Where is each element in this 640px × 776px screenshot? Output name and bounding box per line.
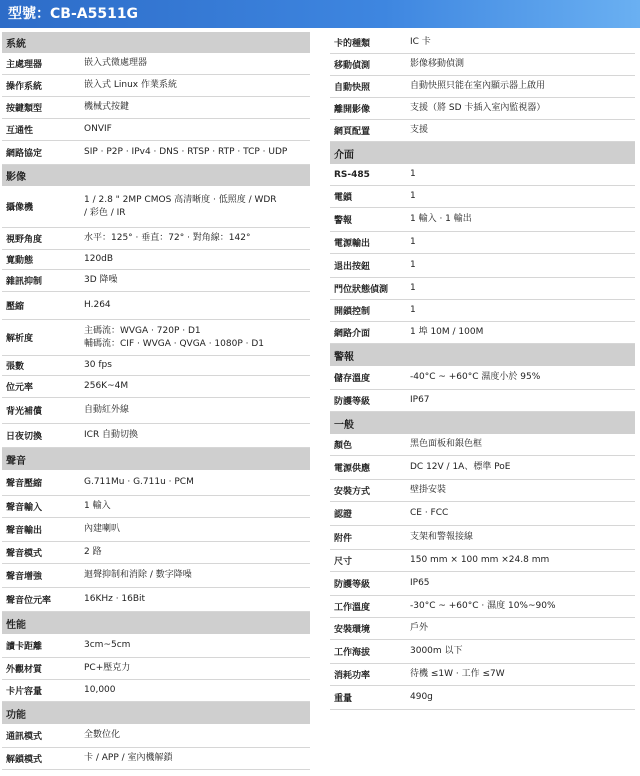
spec-value: 1 [410, 237, 416, 247]
spec-value: H.264 [84, 300, 111, 310]
spec-value: 卡 / APP / 室內機解鎖 [84, 753, 173, 763]
spec-row [2, 186, 310, 228]
spec-value: 3D 降噪 [84, 275, 118, 285]
spec-value: 嵌入式微處理器 [84, 58, 148, 68]
spec-row [2, 470, 310, 496]
spec-value: 戶外 [410, 623, 429, 633]
section-header: 系統 [2, 32, 310, 53]
spec-row [330, 54, 635, 76]
section-header: 警報 [330, 344, 635, 366]
spec-row [330, 278, 635, 300]
spec-label: 解析度 [6, 334, 34, 344]
spec-value: 150 mm × 100 mm ×24.8 mm [410, 555, 550, 565]
spec-value: 1 / 2.8 " 2MP CMOS 高清晰度 · 低照度 / WDR / 彩色 / IR [84, 194, 277, 218]
spec-label: 位元率 [6, 383, 34, 393]
spec-label: 安裝方式 [334, 487, 371, 497]
spec-row [330, 76, 635, 98]
spec-row [330, 434, 635, 456]
spec-value: -30°C ~ +60°C · 濕度 10%~90% [410, 601, 556, 611]
spec-value: ONVIF [84, 124, 112, 134]
section-header: 功能 [2, 702, 310, 724]
spec-value: DC 12V / 1A、標準 PoE [410, 462, 511, 472]
spec-label: 聲音輸出 [6, 526, 43, 536]
spec-row [330, 480, 635, 502]
spec-label: 防護等級 [334, 580, 371, 590]
spec-label: 網頁配置 [334, 127, 371, 137]
spec-label: 認證 [334, 510, 353, 520]
spec-row [2, 250, 310, 270]
spec-value: 水平：125° · 垂直：72° · 對角線：142° [84, 233, 251, 243]
spec-value: 支援（將 SD 卡插入室內監視器） [410, 103, 546, 113]
spec-label: 工作溫度 [334, 603, 371, 613]
spec-value: CE · FCC [410, 508, 449, 518]
spec-row [2, 119, 310, 141]
spec-label: 移動偵測 [334, 61, 371, 71]
spec-value: 1 輸入 · 1 輸出 [410, 214, 472, 224]
spec-row [330, 120, 635, 142]
spec-row [330, 232, 635, 254]
spec-label: 網路協定 [6, 149, 43, 159]
spec-label: 附件 [334, 534, 353, 544]
spec-value: 256K~4M [84, 381, 129, 391]
spec-row [2, 424, 310, 448]
spec-label: 門位狀態偵測 [334, 285, 389, 295]
spec-value: 嵌入式 Linux 作業系統 [84, 80, 177, 90]
spec-row [2, 564, 310, 588]
spec-label: 消耗功率 [334, 671, 371, 681]
spec-row [2, 398, 310, 424]
spec-value: 支援 [410, 125, 429, 135]
spec-row [2, 376, 310, 398]
spec-label: 解鎖模式 [6, 755, 43, 765]
spec-label: 卡的種類 [334, 39, 371, 49]
spec-row [2, 356, 310, 376]
spec-value: 30 fps [84, 360, 112, 370]
spec-value: 3cm~5cm [84, 640, 131, 650]
spec-row [330, 640, 635, 664]
spec-value: 1 [410, 283, 416, 293]
spec-value: 1 [410, 169, 416, 179]
spec-value: 影像移動偵測 [410, 59, 465, 69]
spec-value: IP65 [410, 578, 430, 588]
spec-label: 電源輸出 [334, 239, 371, 249]
section-header: 一般 [330, 412, 635, 434]
spec-value: 490g [410, 692, 433, 702]
spec-row [2, 53, 310, 75]
spec-label: 按鍵類型 [6, 104, 43, 114]
spec-row [2, 496, 310, 518]
spec-value: G.711Mu · G.711u · PCM [84, 477, 194, 487]
spec-label: 互通性 [6, 126, 34, 136]
spec-label: 離開影像 [334, 105, 371, 115]
spec-row [2, 228, 310, 250]
spec-value: 壁掛安裝 [410, 485, 447, 495]
spec-value: 1 輸入 [84, 501, 111, 511]
spec-label: 操作系統 [6, 82, 43, 92]
spec-label: RS-485 [334, 169, 370, 180]
spec-value: 1 埠 10M / 100M [410, 327, 484, 337]
spec-value: 1 [410, 260, 416, 270]
spec-row [330, 618, 635, 640]
spec-value: 黑色面板和銀色框 [410, 439, 483, 449]
spec-value: 機械式按鍵 [84, 102, 130, 112]
spec-label: 雜訊抑制 [6, 277, 43, 287]
spec-label: 重量 [334, 694, 353, 704]
spec-label: 寬動態 [6, 256, 34, 266]
spec-value: 10,000 [84, 685, 116, 695]
spec-label: 尺寸 [334, 557, 353, 567]
spec-row [2, 634, 310, 658]
spec-row [330, 98, 635, 120]
spec-row [2, 724, 310, 748]
spec-value: 1 [410, 305, 416, 315]
model-title: 型號：CB-A5511G [0, 0, 640, 28]
spec-row [2, 75, 310, 97]
spec-row [2, 518, 310, 542]
spec-value: SIP · P2P · IPv4 · DNS · RTSP · RTP · TCP · UDP [84, 147, 288, 157]
spec-label: 外觀材質 [6, 665, 43, 675]
spec-value: 待機 ≤1W · 工作 ≤7W [410, 669, 505, 679]
spec-row [330, 664, 635, 686]
spec-row [2, 320, 310, 356]
spec-row [2, 141, 310, 165]
spec-row [330, 456, 635, 480]
spec-value: 自動紅外線 [84, 405, 130, 415]
spec-label: 電鎖 [334, 193, 353, 203]
spec-row [330, 186, 635, 208]
spec-label: 卡片容量 [6, 687, 43, 697]
spec-label: 退出按鈕 [334, 262, 371, 272]
spec-row [330, 366, 635, 390]
spec-label: 開鎖控制 [334, 307, 371, 317]
spec-label: 通訊模式 [6, 732, 43, 742]
spec-row [2, 588, 310, 612]
spec-value: 全數位化 [84, 730, 121, 740]
spec-value: 主碼流：WVGA · 720P · D1 輔碼流：CIF · WVGA · QVGA · 1080P · D1 [84, 325, 264, 349]
spec-label: 儲存溫度 [334, 374, 371, 384]
spec-label: 自動快照 [334, 83, 371, 93]
spec-label: 工作海拔 [334, 648, 371, 658]
spec-label: 背光補償 [6, 407, 43, 417]
spec-row [330, 596, 635, 618]
spec-label: 讀卡距離 [6, 642, 43, 652]
spec-label: 張數 [6, 362, 25, 372]
spec-row [330, 254, 635, 278]
spec-label: 聲音位元率 [6, 596, 52, 606]
spec-value: 支架和警報接線 [410, 532, 474, 542]
spec-row [330, 686, 635, 710]
spec-column-left [2, 32, 310, 770]
spec-label: 壓縮 [6, 302, 25, 312]
spec-column-right [330, 32, 635, 710]
spec-row [2, 97, 310, 119]
spec-row [330, 322, 635, 344]
spec-row [2, 748, 310, 770]
section-header: 聲音 [2, 448, 310, 470]
spec-value: 迴聲抑制和消除 / 數字降噪 [84, 570, 192, 580]
spec-label: 攝像機 [6, 203, 34, 213]
spec-label: 聲音輸入 [6, 503, 43, 513]
spec-label: 日夜切換 [6, 432, 43, 442]
spec-value: IC 卡 [410, 37, 431, 47]
spec-value: ICR 自動切換 [84, 430, 139, 440]
spec-row [2, 292, 310, 320]
spec-value: 16KHz · 16Bit [84, 594, 146, 604]
spec-value: 自動快照只能在室內顯示器上啟用 [410, 81, 546, 91]
spec-value: 內建喇叭 [84, 524, 121, 534]
spec-label: 防護等級 [334, 397, 371, 407]
spec-row [330, 300, 635, 322]
spec-row [2, 658, 310, 680]
spec-value: IP67 [410, 395, 430, 405]
section-header: 性能 [2, 612, 310, 634]
spec-row [2, 542, 310, 564]
spec-row [330, 208, 635, 232]
spec-row [2, 270, 310, 292]
spec-label: 視野角度 [6, 235, 43, 245]
spec-label: 聲音增強 [6, 572, 43, 582]
spec-value: -40°C ~ +60°C 濕度小於 95% [410, 372, 541, 382]
spec-label: 警報 [334, 216, 353, 226]
spec-row [2, 680, 310, 702]
spec-row [330, 502, 635, 526]
spec-label: 聲音模式 [6, 549, 43, 559]
spec-label: 顏色 [334, 441, 353, 451]
spec-value: 3000m 以下 [410, 646, 463, 656]
section-header: 影像 [2, 165, 310, 186]
spec-label: 網路介面 [334, 329, 371, 339]
spec-row [330, 550, 635, 572]
spec-value: PC+壓克力 [84, 663, 131, 673]
spec-row [330, 32, 635, 54]
spec-row [330, 572, 635, 596]
spec-value: 2 路 [84, 547, 102, 557]
spec-value: 120dB [84, 254, 114, 264]
spec-row [330, 390, 635, 412]
spec-label: 聲音壓縮 [6, 479, 43, 489]
section-header: 介面 [330, 142, 635, 164]
spec-row [330, 526, 635, 550]
spec-row [330, 164, 635, 186]
spec-label: 電源供應 [334, 464, 371, 474]
spec-label: 安裝環境 [334, 625, 371, 635]
spec-value: 1 [410, 191, 416, 201]
spec-label: 主處理器 [6, 60, 43, 70]
